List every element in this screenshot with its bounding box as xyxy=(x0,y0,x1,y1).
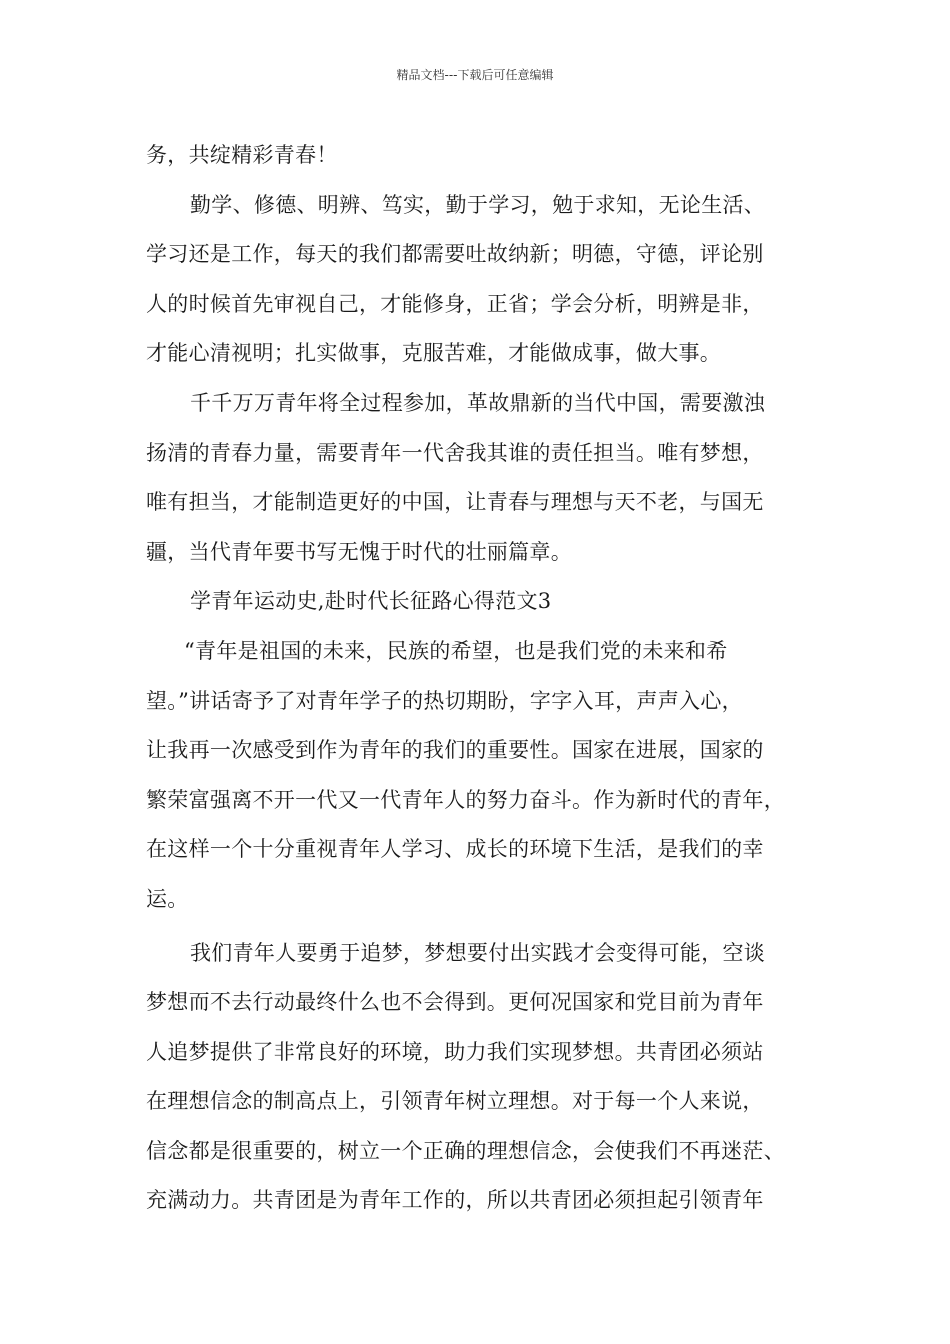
text-line: 梦想而不去行动最终什么也不会得到。更何况国家和党目前为青年 xyxy=(146,990,764,1015)
text-line: 扬清的青春力量，需要青年一代舍我其谁的责任担当。唯有梦想， xyxy=(146,440,764,465)
text-line: 人追梦提供了非常良好的环境，助力我们实现梦想。共青团必须站 xyxy=(146,1039,764,1064)
text-line: 运。 xyxy=(146,886,189,911)
text-line: 务，共绽精彩青春！ xyxy=(146,143,338,167)
document-body xyxy=(146,131,826,1226)
text-line: 疆，当代青年要书写无愧于时代的壮丽篇章。 xyxy=(146,539,572,564)
paragraph-first-line: 千千万万青年将全过程参加，革故鼎新的当代中国，需要激浊 xyxy=(190,390,766,415)
text-line: 繁荣富强离不开一代又一代青年人的努力奋斗。作为新时代的青年， xyxy=(146,787,785,812)
text-line: 学习还是工作，每天的我们都需要吐故纳新；明德，守德，评论别 xyxy=(146,242,764,267)
text-line: 才能心清视明；扎实做事，克服苦难，才能做成事，做大事。 xyxy=(146,341,722,366)
text-line: 信念都是很重要的，树立一个正确的理想信念，会使我们不再迷茫、 xyxy=(146,1138,785,1163)
paragraph-first-line: 我们青年人要勇于追梦，梦想要付出实践才会变得可能，空谈 xyxy=(190,940,766,965)
text-line: 望。”讲话寄予了对青年学子的热切期盼，字字入耳，声声入心， xyxy=(146,688,743,713)
text-line: 让我再一次感受到作为青年的我们的重要性。国家在进展，国家的 xyxy=(146,738,764,763)
page-header: 精品文档---下载后可任意编辑 xyxy=(396,68,554,82)
text-line: 在这样一个十分重视青年人学习、成长的环境下生活，是我们的幸 xyxy=(146,837,764,862)
section-title: 学青年运动史,赴时代长征路心得范文3 xyxy=(190,589,552,614)
text-line: 在理想信念的制高点上，引领青年树立理想。对于每一个人来说， xyxy=(146,1089,764,1114)
text-line: 人的时候首先审视自己，才能修身，正省；学会分析，明辨是非， xyxy=(146,291,764,316)
paragraph-first-line: 勤学、修德、明辨、笃实，勤于学习，勉于求知，无论生活、 xyxy=(190,192,766,217)
paragraph-first-line: “青年是祖国的未来，民族的希望，也是我们党的未来和希 xyxy=(184,638,728,663)
text-line: 唯有担当，才能制造更好的中国，让青春与理想与天不老，与国无 xyxy=(146,490,764,515)
text-line: 充满动力。共青团是为青年工作的，所以共青团必须担起引领青年 xyxy=(146,1188,764,1213)
